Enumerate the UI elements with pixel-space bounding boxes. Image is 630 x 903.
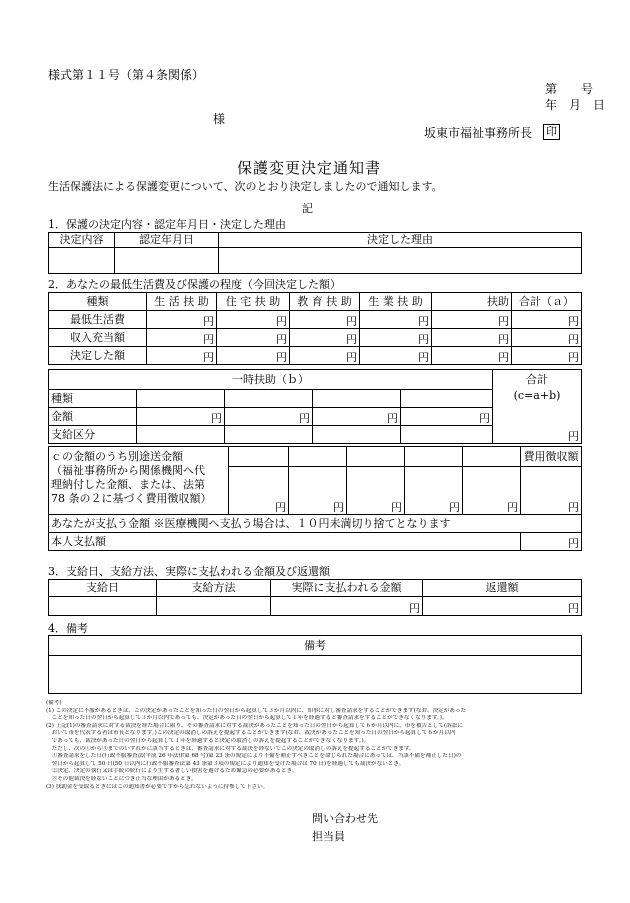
section4-heading: 4．備考: [48, 622, 88, 635]
section2-heading: 2．あなたの最低生活費及び保護の程度（今回決定した額）: [48, 278, 341, 291]
note-line: (3) 扶助金を受取るときにはこの通知書が必要ですから忘れないように持参して下さい。: [46, 783, 269, 790]
issue-date: 年 月 日: [545, 98, 606, 112]
remarks-table: [48, 635, 582, 694]
contact-label: 問い合わせ先: [312, 812, 378, 825]
note-line: (備考): [46, 700, 62, 706]
staff-label: 担当員: [312, 830, 345, 843]
yen-unit: 円: [347, 467, 405, 515]
document-number: 第 号: [545, 82, 594, 96]
self-payment-label: 本人支払額: [49, 533, 521, 551]
yen-unit: 円: [405, 467, 463, 515]
approval-date-cell: [115, 248, 219, 274]
yen-unit: 円: [360, 329, 432, 347]
yen-unit: 円: [290, 311, 360, 329]
note-line: (2) 上記(1)の審査請求に対する裁決を経た場合に限り、その審査請求に対する裁決があったことを知った日の翌日から起算して６か月以内に、市を被告として(訴訟に: [46, 722, 463, 729]
col-refund-amount: 返還額: [423, 580, 582, 597]
recipient-sama: 様: [213, 112, 226, 126]
form-number: 様式第１１号（第４条関係）: [48, 68, 205, 82]
yen-unit: 円: [137, 408, 225, 426]
issuer-name: 坂東市福祉事務所長: [424, 126, 533, 140]
remittance-table: [48, 446, 582, 551]
decision-reason-cell: [219, 248, 582, 274]
total-formula: (c=a+b): [493, 390, 582, 408]
yen-unit: 円: [313, 408, 401, 426]
col-education-aid: 教 育 扶 助: [290, 293, 360, 311]
yen-unit: 円: [432, 311, 512, 329]
yen-unit: 円: [512, 347, 582, 365]
total-header: 合計: [493, 370, 582, 390]
col-decision-content: 決定内容: [49, 233, 115, 248]
col-total-a: 合計（ａ）: [512, 293, 582, 311]
col-housing-aid: 住 宅 扶 助: [217, 293, 290, 311]
temp-row-kind: 種類: [49, 390, 137, 408]
temp-row-amount: 金額: [49, 408, 137, 426]
row-decided-amount: 決定した額: [49, 347, 147, 365]
yen-unit: 円: [271, 597, 423, 616]
yen-unit: 円: [401, 408, 493, 426]
temp-row-payment-category: 支給区分: [49, 426, 137, 444]
yen-unit: 円: [512, 311, 582, 329]
yen-unit: 円: [432, 329, 512, 347]
legal-notes: [46, 700, 586, 791]
section1-heading: 1．保護の決定内容・認定年月日・決定した理由: [48, 218, 286, 231]
col-decision-reason: 決定した理由: [219, 233, 582, 248]
yen-unit: 円: [147, 311, 217, 329]
note-line: ③その他裁決を経ないことにつき正当な理由があるとき。: [46, 775, 197, 782]
note-line: おいて市を代表する者は市長となります。)この決定の取消しの訴えを提起することができます(なお、裁決があったことを知った日の翌日から起算して６か月以内: [46, 730, 456, 737]
yen-unit: 円: [432, 347, 512, 365]
document-title: 保護変更決定通知書: [237, 159, 382, 177]
yen-unit: 円: [147, 347, 217, 365]
yen-unit: 円: [360, 347, 432, 365]
yen-unit: 円: [217, 311, 290, 329]
yen-unit: 円: [521, 533, 582, 551]
temporary-aid-header: 一時扶助（ｂ）: [49, 370, 493, 390]
yen-unit: 円: [225, 408, 313, 426]
col-payment-date: 支給日: [49, 580, 157, 597]
yen-unit: 円: [229, 467, 289, 515]
yen-unit: 円: [290, 347, 360, 365]
yen-unit: 円: [217, 329, 290, 347]
yen-unit: 円: [217, 347, 290, 365]
yen-unit: 円: [289, 467, 347, 515]
decision-content-cell: [49, 248, 115, 274]
note-line: であっても、裁決があった日の翌日から起算して１年を経過すると決定の取消しの訴えを提起することができなくなります。)。: [46, 737, 370, 744]
col-other-aid: 扶助: [432, 293, 512, 311]
remarks-header: 備考: [49, 636, 582, 656]
yen-unit: 円: [512, 329, 582, 347]
col-actual-amount: 実際に支払われる金額: [271, 580, 423, 597]
yen-unit: 円: [147, 329, 217, 347]
ki-label: 記: [302, 202, 313, 215]
official-seal: 印: [543, 124, 560, 140]
yen-unit: 円: [423, 597, 582, 616]
remarks-cell: [49, 656, 582, 694]
yen-unit: 円: [360, 311, 432, 329]
col-kind: 種類: [49, 293, 147, 311]
yen-unit: 円: [493, 426, 582, 444]
col-living-aid: 生 活 扶 助: [147, 293, 217, 311]
temporary-aid-table: [48, 369, 582, 444]
yen-unit: 円: [290, 329, 360, 347]
section1-table: [48, 232, 582, 274]
yen-unit: 円: [463, 467, 521, 515]
col-approval-date: 認定年月日: [115, 233, 219, 248]
payment-table: [48, 579, 582, 616]
row-minimum-cost: 最低生活費: [49, 311, 147, 329]
fee-collection-header: 費用徴収額: [521, 447, 582, 467]
note-line: ①審査請求をした日(行政不服審査法(平成 26 年法律第 68 号)第 23 条の規定により不備を補正すべきことを命じられた場合にあっては、当該不備を補正した日)の: [46, 753, 462, 760]
section3-heading: 3．支給日、支給方法、実際に支払われる金額及び返還額: [48, 565, 330, 578]
note-line: (1) この決定に不服があるときは、この決定があったことを知った日の翌日から起算して３か月以内に、知事に対し審査請求をすることができます(なお、決定があった: [46, 707, 467, 714]
yen-unit: 円: [521, 467, 582, 515]
payment-note: あなたが支払う金額 ※医療機関へ支払う場合は、１０円未満切り捨てとなります: [49, 515, 582, 533]
intro-text: 生活保護法による保護変更について、次のとおり決定しましたので通知します。: [48, 180, 443, 193]
col-occupation-aid: 生 業 扶 助: [360, 293, 432, 311]
note-line: 翌日から起算して 50 日(50 日以内に行政不服審査法第 43 条第３項の規定により通知を受けた場合は 70 日)を経過しても裁決がないとき。: [46, 760, 405, 767]
note-line: ことを知った日の翌日から起算して３か月以内であっても、決定があった日の翌日から起算して１年を経過すると審査請求をすることができなくなります。)。: [46, 715, 448, 722]
note-line: ②決定、決定の執行又は手続の続行により生ずる著しい損害を避けるため緊急の必要があるとき。: [46, 768, 298, 775]
row-income-allocation: 収入充当額: [49, 329, 147, 347]
remittance-label: ｃの金額のうち別途送金額 （福祉事務所から関係機関へ代 理納付した金額、または、法第 78 条の２に基づく費用徴収額）: [49, 447, 229, 515]
note-line: ただし、次の①から③までのいずれかに該当するときは、審査請求に対する裁決を経ないでこの決定の取消しの訴えを提起することができます。: [46, 745, 415, 752]
living-cost-table: [48, 292, 582, 365]
col-payment-method: 支給方法: [157, 580, 271, 597]
